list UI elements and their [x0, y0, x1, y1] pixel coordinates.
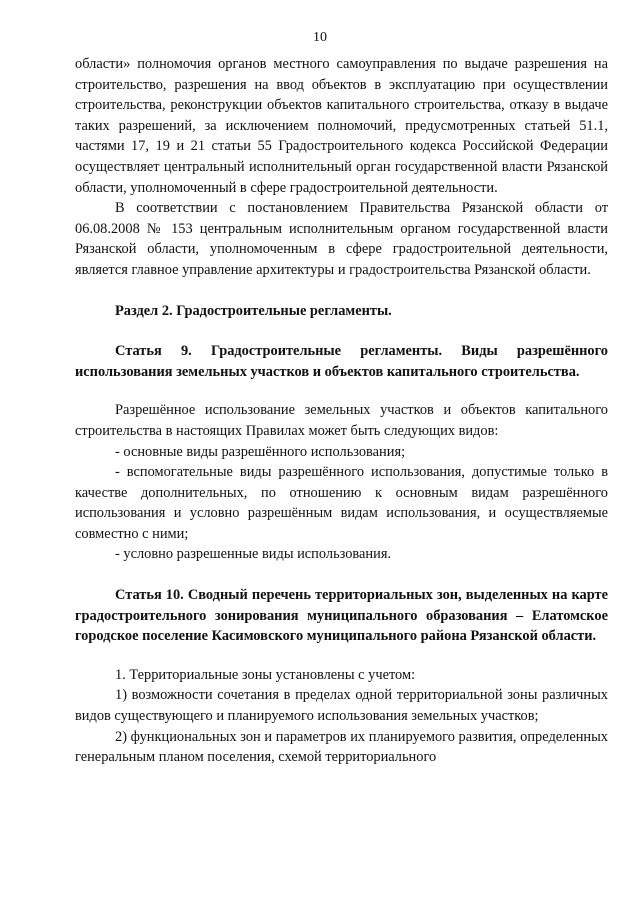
section-2-title: Раздел 2. Градостроительные регламенты.	[115, 302, 392, 319]
paragraph-authority: области» полномочия органов местного самоуправления по выдаче разрешения на строительство, разрешения на ввод объектов в эксплуатацию при осуществлении строительства, реконструкции объектов капитального строительства, отказу в выдаче таких разрешений, за исключением полномочий, предусмотренных статьей 51.1, частями 17, 19 и 21 статьи 55 Градостроительного кодекса Российской Федерации осуществляет центральный исполнительный орган государственной власти Рязанской области, уполномоченный в сфере градостроительной деятельности.	[75, 56, 608, 196]
paragraph-permitted-use: Разрешённое использование земельных участков и объектов капитального строительства в настоящих Правилах может быть следующих видов:	[75, 402, 608, 439]
document-body	[75, 54, 608, 768]
list-item-auxiliary-uses: - вспомогательные виды разрешённого использования, допустимые только в качестве дополнительных, по отношению к основным видам разрешённого использования и условно разрешённым видам использования, и осуществляемые совместно с ними;	[75, 464, 608, 542]
paragraph-resolution: В соответствии с постановлением Правительства Рязанской области от 06.08.2008 № 153 центральным исполнительным органом государственной власти Рязанской области, уполномоченным в сфере градостроительной деятельности, является главное управление архитектуры и градостроительства Рязанской области.	[75, 200, 608, 278]
paragraph-zones-item-1: 1) возможности сочетания в пределах одной территориальной зоны различных видов существующего и планируемого использования земельных участков;	[75, 687, 608, 725]
article-9-title: Статья 9. Градостроительные регламенты. Виды разрешённого использования земельных участков и объектов капитального строительства.	[75, 343, 608, 380]
page-number: 10	[313, 30, 327, 45]
list-item-main-uses: - основные виды разрешённого использования;	[115, 443, 406, 460]
list-item-conditional-uses: - условно разрешенные виды использования.	[115, 546, 392, 563]
article-10-title: Статья 10. Сводный перечень территориальных зон, выделенных на карте градостроительного зонирования муниципального образования – Елатомское городское поселение Касимовского муниципального района Рязанской области.	[75, 587, 608, 645]
paragraph-zones-intro: 1. Территориальные зоны установлены с учетом:	[115, 666, 416, 683]
paragraph-zones-item-2: 2) функциональных зон и параметров их планируемого развития, определенных генеральным планом поселения, схемой территориального	[75, 728, 608, 766]
